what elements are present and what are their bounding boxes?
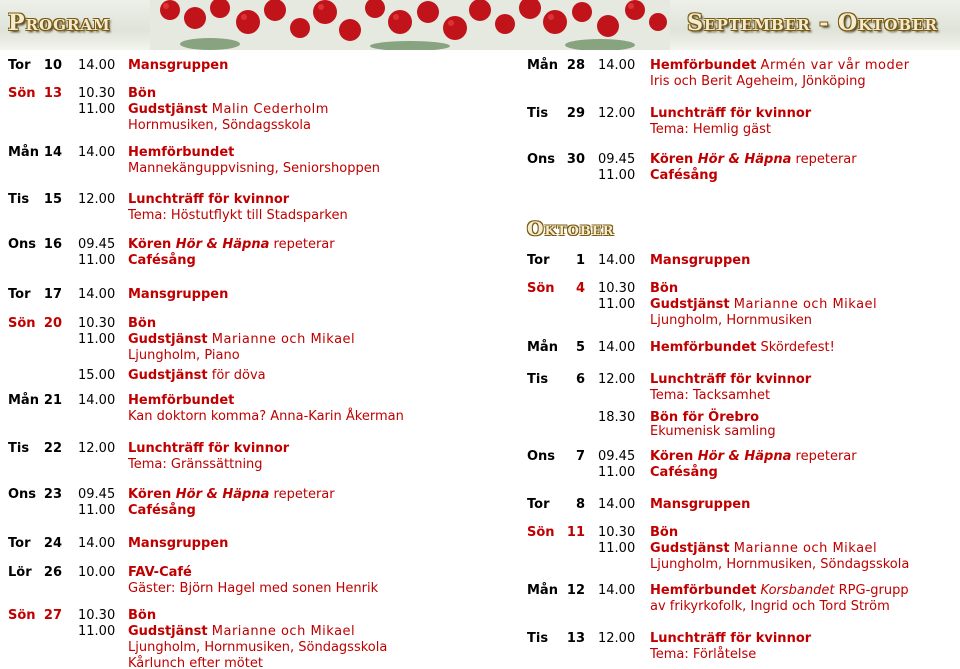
entry-text: Kan doktorn komma? Anna-Karin Åkerman	[128, 409, 404, 424]
entry-text: Cafésång	[650, 465, 718, 480]
entry-date: 13	[566, 631, 585, 646]
entry-text: Hemförbundet Armén var vår moder	[650, 58, 910, 73]
entry-text: Hornmusiken, Söndagsskola	[128, 118, 311, 133]
header-banner	[0, 0, 960, 50]
entry-text: Bön	[650, 525, 679, 540]
entry-day: Tis	[527, 631, 549, 646]
entry-day: Sön	[8, 86, 36, 101]
entry-time: 11.00	[78, 102, 116, 117]
entry-text: Hemförbundet Korsbandet RPG-grupp	[650, 583, 909, 598]
schedule-entry	[8, 316, 478, 383]
entry-day: Lör	[8, 565, 32, 580]
schedule-entry	[527, 497, 957, 515]
entry-text: Iris och Berit Ageheim, Jönköping	[650, 74, 866, 89]
entry-text: Gudstjänst för döva	[128, 368, 266, 383]
entry-date: 10	[43, 58, 62, 73]
entry-text: Cafésång	[128, 503, 196, 518]
entry-day: Ons	[527, 152, 556, 167]
entry-time: 12.00	[78, 441, 116, 456]
entry-text: Lunchträff för kvinnor	[650, 372, 812, 387]
months-title: September - Oktober	[687, 10, 938, 36]
entry-date: 7	[575, 449, 585, 464]
entry-time: 11.00	[78, 253, 116, 268]
entry-date: 21	[43, 393, 62, 408]
schedule-entry	[8, 608, 478, 669]
entry-date: 26	[43, 565, 62, 580]
entry-time: 14.00	[598, 497, 636, 512]
rowan-berries-image	[150, 0, 670, 50]
entry-time: 10.30	[598, 281, 636, 296]
entry-text: Kårlunch efter mötet	[128, 656, 263, 669]
entry-date: 29	[566, 106, 585, 121]
entry-time: 14.00	[78, 393, 116, 408]
entry-text: av frikyrkofolk, Ingrid och Tord Ström	[650, 599, 890, 614]
entry-date: 30	[566, 152, 585, 167]
entry-text: Bön för Örebro	[650, 410, 760, 425]
schedule-entry	[527, 281, 957, 328]
entry-day: Ons	[527, 449, 556, 464]
schedule-entry	[8, 393, 478, 424]
entry-day: Tis	[527, 372, 549, 387]
entry-time: 14.00	[598, 583, 636, 598]
entry-time: 11.00	[598, 297, 636, 312]
entry-time: 14.00	[598, 253, 636, 268]
entry-day: Tor	[8, 58, 31, 73]
entry-day: Sön	[8, 316, 36, 331]
entry-text: Ljungholm, Hornmusiken, Söndagsskola	[650, 557, 910, 572]
schedule-entry	[8, 86, 478, 133]
entry-date: 11	[566, 525, 585, 540]
entry-date: 1	[575, 253, 585, 268]
entry-text: Cafésång	[128, 253, 196, 268]
entry-day: Sön	[8, 608, 36, 623]
entry-time: 18.30	[598, 410, 636, 425]
entry-text: Mansgruppen	[650, 497, 751, 512]
entry-date: 12	[566, 583, 585, 598]
entry-text: Lunchträff för kvinnor	[128, 192, 290, 207]
entry-date: 6	[575, 372, 585, 387]
entry-text: Ljungholm, Hornmusiken, Söndagsskola	[128, 640, 388, 655]
entry-text: Tema: Tacksamhet	[650, 388, 771, 403]
entry-text: Gudstjänst Marianne och Mikael	[650, 297, 878, 312]
entry-text: Kören Hör & Häpna repeterar	[650, 449, 857, 464]
entry-time: 14.00	[598, 58, 636, 73]
entry-text: Bön	[128, 316, 157, 331]
schedule-entry	[527, 58, 957, 89]
entry-time: 10.30	[78, 316, 116, 331]
entry-time: 11.00	[598, 541, 636, 556]
entry-time: 10.30	[78, 86, 116, 101]
entry-text: Kören Hör & Häpna repeterar	[128, 237, 335, 252]
entry-time: 12.00	[598, 106, 636, 121]
entry-day: Mån	[8, 393, 39, 408]
entry-time: 09.45	[598, 152, 636, 167]
entry-day: Tor	[527, 253, 550, 268]
schedule-entry	[527, 449, 957, 480]
entry-time: 09.45	[78, 487, 116, 502]
entry-date: 23	[43, 487, 62, 502]
entry-time: 10.30	[78, 608, 116, 623]
entry-day: Sön	[527, 281, 555, 296]
entry-text: Tema: Förlåtelse	[650, 647, 757, 662]
entry-date: 16	[43, 237, 62, 252]
entry-text: Gudstjänst Marianne och Mikael	[128, 624, 356, 639]
entry-time: 14.00	[78, 287, 116, 302]
schedule-entry	[527, 372, 957, 439]
entry-day: Mån	[527, 340, 558, 355]
schedule-entry	[8, 565, 478, 596]
entry-text: Tema: Höstutflykt till Stadsparken	[128, 208, 348, 223]
entry-text: Ljungholm, Piano	[128, 348, 240, 363]
entry-text: Gäster: Björn Hagel med sonen Henrik	[128, 581, 379, 596]
entry-date: 22	[43, 441, 62, 456]
entry-date: 4	[575, 281, 585, 296]
entry-text: Mansgruppen	[650, 253, 751, 268]
entry-text: Ljungholm, Hornmusiken	[650, 313, 812, 328]
entry-day: Tis	[8, 192, 30, 207]
entry-date: 8	[575, 497, 585, 512]
entry-time: 12.00	[78, 192, 116, 207]
entry-time: 12.00	[598, 372, 636, 387]
entry-text: Mannekänguppvisning, Seniorshoppen	[128, 161, 380, 176]
schedule-entry	[527, 106, 957, 137]
entry-text: Lunchträff för kvinnor	[650, 631, 812, 646]
schedule-entry	[527, 631, 957, 662]
schedule-entry	[527, 583, 957, 614]
entry-time: 10.00	[78, 565, 116, 580]
schedule-entry	[527, 152, 957, 183]
entry-time: 14.00	[78, 536, 116, 551]
entry-day: Tis	[527, 106, 549, 121]
schedule-entry	[8, 287, 478, 305]
entry-text: Bön	[128, 608, 157, 623]
entry-text: Mansgruppen	[128, 536, 229, 551]
entry-text: Tema: Gränssättning	[128, 457, 263, 472]
schedule-entry	[8, 58, 478, 76]
entry-text: Bön	[650, 281, 679, 296]
entry-date: 13	[43, 86, 62, 101]
schedule-entry	[527, 525, 957, 572]
entry-date: 5	[575, 340, 585, 355]
schedule-entry	[8, 487, 478, 518]
schedule-entry	[8, 192, 478, 223]
schedule-entry	[8, 441, 478, 472]
entry-time: 10.30	[598, 525, 636, 540]
entry-text: Hemförbundet	[128, 145, 235, 160]
entry-day: Tor	[527, 497, 550, 512]
entry-date: 27	[43, 608, 62, 623]
entry-day: Mån	[8, 145, 39, 160]
entry-time: 11.00	[78, 624, 116, 639]
entry-day: Ons	[8, 487, 37, 502]
entry-text: Bön	[128, 86, 157, 101]
entry-time: 11.00	[598, 465, 636, 480]
entry-day: Tor	[8, 536, 31, 551]
entry-day: Mån	[527, 583, 558, 598]
entry-day: Sön	[527, 525, 555, 540]
entry-time: 11.00	[78, 332, 116, 347]
entry-date: 14	[43, 145, 62, 160]
entry-text: Kören Hör & Häpna repeterar	[650, 152, 857, 167]
entry-text: Kören Hör & Häpna repeterar	[128, 487, 335, 502]
entry-text: Mansgruppen	[128, 287, 229, 302]
entry-day: Tis	[8, 441, 30, 456]
entry-date: 15	[43, 192, 62, 207]
entry-day: Mån	[527, 58, 558, 73]
entry-time: 12.00	[598, 631, 636, 646]
schedule-entry	[8, 536, 478, 554]
entry-time: 11.00	[598, 168, 636, 183]
entry-day: Ons	[8, 237, 37, 252]
program-title: Program	[8, 10, 111, 36]
entry-text: Lunchträff för kvinnor	[650, 106, 812, 121]
schedule-entry	[8, 237, 478, 268]
schedule-entry	[527, 340, 957, 358]
entry-date: 20	[43, 316, 62, 331]
entry-text: Hemförbundet	[128, 393, 235, 408]
entry-text: Cafésång	[650, 168, 718, 183]
entry-time: 14.00	[78, 145, 116, 160]
entry-date: 17	[43, 287, 62, 302]
entry-time: 09.45	[598, 449, 636, 464]
entry-time: 09.45	[78, 237, 116, 252]
entry-time: 14.00	[78, 58, 116, 73]
oktober-heading: Oktober	[527, 218, 615, 240]
entry-text: FAV-Café	[128, 565, 192, 580]
entry-text: Hemförbundet Skördefest!	[650, 340, 835, 355]
entry-text: Gudstjänst Marianne och Mikael	[650, 541, 878, 556]
entry-text: Ekumenisk samling	[650, 424, 776, 439]
entry-day: Tor	[8, 287, 31, 302]
entry-text: Gudstjänst Marianne och Mikael	[128, 332, 356, 347]
schedule-entry	[527, 253, 957, 271]
entry-time: 11.00	[78, 503, 116, 518]
entry-date: 28	[566, 58, 585, 73]
schedule-entry	[8, 145, 478, 176]
entry-text: Gudstjänst Malin Cederholm	[128, 102, 329, 117]
entry-text: Mansgruppen	[128, 58, 229, 73]
entry-time: 14.00	[598, 340, 636, 355]
entry-text: Lunchträff för kvinnor	[128, 441, 290, 456]
entry-time: 15.00	[78, 368, 116, 383]
entry-date: 24	[43, 536, 62, 551]
entry-text: Tema: Hemlig gäst	[650, 122, 772, 137]
